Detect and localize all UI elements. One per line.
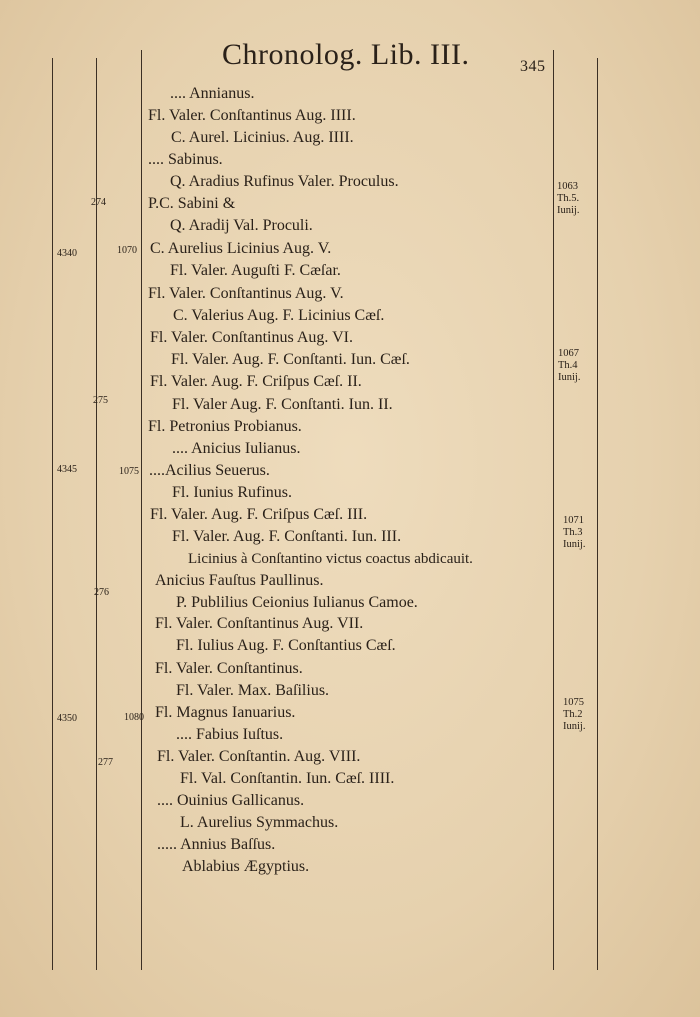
olympiad-number: 276 — [94, 587, 109, 598]
note-line: 1063 — [557, 181, 578, 192]
consul-line: Fl. Valer. Aug. F. Conſtanti. Iun. Cæſ. — [171, 351, 410, 368]
consul-line: .... Ouinius Gallicanus. — [157, 792, 305, 809]
consul-line: Fl. Magnus Ianuarius. — [155, 704, 296, 721]
consul-line: Fl. Iunius Rufinus. — [172, 484, 293, 501]
margin-year-inner: 1080 — [124, 712, 144, 723]
page-number: 345 — [520, 58, 546, 75]
consul-line: Fl. Valer. Auguſti F. Cæſar. — [170, 262, 341, 279]
right-margin-note — [558, 348, 580, 384]
note-line: Iunij. — [563, 539, 586, 550]
consul-line: Fl. Valer. Max. Baſilius. — [176, 682, 330, 699]
right-margin-note — [563, 515, 585, 551]
margin-year-inner: 1070 — [117, 245, 137, 256]
note-line: 1071 — [563, 515, 584, 526]
consul-line: Fl. Valer. Conſtantin. Aug. VIII. — [157, 748, 361, 765]
consul-line: Fl. Valer. Aug. F. Conſtanti. Iun. III. — [172, 528, 402, 545]
note-line: Iunij. — [557, 205, 580, 216]
olympiad-number: 275 — [93, 395, 108, 406]
consul-line: Fl. Petronius Probianus. — [148, 418, 302, 435]
column-rule-2 — [96, 58, 97, 970]
consul-line: Licinius à Conſtantino victus coactus abdicauit. — [188, 551, 473, 567]
consul-line: Fl. Valer. Conſtantinus Aug. VII. — [155, 615, 364, 632]
consul-line: ....Acilius Seuerus. — [149, 462, 270, 479]
consul-line: .... Annianus. — [170, 85, 255, 102]
consul-line: P. Publilius Ceionius Iulianus Camoe. — [176, 594, 418, 611]
note-line: 1067 — [558, 348, 579, 359]
olympiad-number: 274 — [91, 197, 106, 208]
consul-line: P.C. Sabini & — [148, 195, 236, 212]
consul-line: Ablabius Ægyptius. — [182, 858, 310, 875]
margin-year-outer: 4345 — [57, 464, 77, 475]
note-line: Th.3 — [563, 527, 583, 538]
consul-line: L. Aurelius Symmachus. — [180, 814, 339, 831]
consul-line: Anicius Fauſtus Paullinus. — [155, 572, 324, 589]
consul-line: Fl. Valer. Conſtantinus Aug. V. — [148, 285, 344, 302]
consul-line: Fl. Iulius Aug. F. Conſtantius Cæſ. — [176, 637, 396, 654]
consul-line: Fl. Valer. Conſtantinus. — [155, 660, 303, 677]
consul-line: Fl. Valer Aug. F. Conſtanti. Iun. II. — [172, 396, 393, 413]
note-line: 1075 — [563, 697, 584, 708]
column-rule-3 — [141, 50, 142, 970]
consul-line: C. Aurelius Licinius Aug. V. — [150, 240, 332, 257]
consul-line: .... Sabinus. — [148, 151, 223, 168]
consul-line: Fl. Valer. Conſtantinus Aug. IIII. — [148, 107, 356, 124]
consul-line: ..... Annius Baſſus. — [157, 836, 276, 853]
note-line: Th.5. — [557, 193, 580, 204]
consul-line: Fl. Valer. Aug. F. Criſpus Cæſ. III. — [150, 506, 368, 523]
consul-line: Fl. Val. Conſtantin. Iun. Cæſ. IIII. — [180, 770, 395, 787]
margin-year-inner: 1075 — [119, 466, 139, 477]
consul-line: Q. Aradius Rufinus Valer. Proculus. — [170, 173, 399, 190]
margin-year-outer: 4350 — [57, 713, 77, 724]
column-rule-5 — [597, 58, 598, 970]
consul-line: C. Valerius Aug. F. Licinius Cæſ. — [173, 307, 385, 324]
olympiad-number: 277 — [98, 757, 113, 768]
right-margin-note — [563, 697, 585, 733]
note-line: Th.2 — [563, 709, 583, 720]
note-line: Iunij. — [563, 721, 586, 732]
right-margin-note — [557, 181, 579, 217]
running-title: Chronolog. Lib. III. — [222, 38, 470, 71]
note-line: Iunij. — [558, 372, 581, 383]
note-line: Th.4 — [558, 360, 578, 371]
margin-year-outer: 4340 — [57, 248, 77, 259]
consul-line: Q. Aradij Val. Proculi. — [170, 217, 313, 234]
consul-line: C. Aurel. Licinius. Aug. IIII. — [171, 129, 354, 146]
consul-line: .... Anicius Iulianus. — [172, 440, 301, 457]
consul-line: .... Fabius Iuſtus. — [176, 726, 284, 743]
consul-line: Fl. Valer. Conſtantinus Aug. VI. — [150, 329, 353, 346]
column-rule-4 — [553, 50, 554, 970]
column-rule-1 — [52, 58, 53, 970]
consul-line: Fl. Valer. Aug. F. Criſpus Cæſ. II. — [150, 373, 362, 390]
